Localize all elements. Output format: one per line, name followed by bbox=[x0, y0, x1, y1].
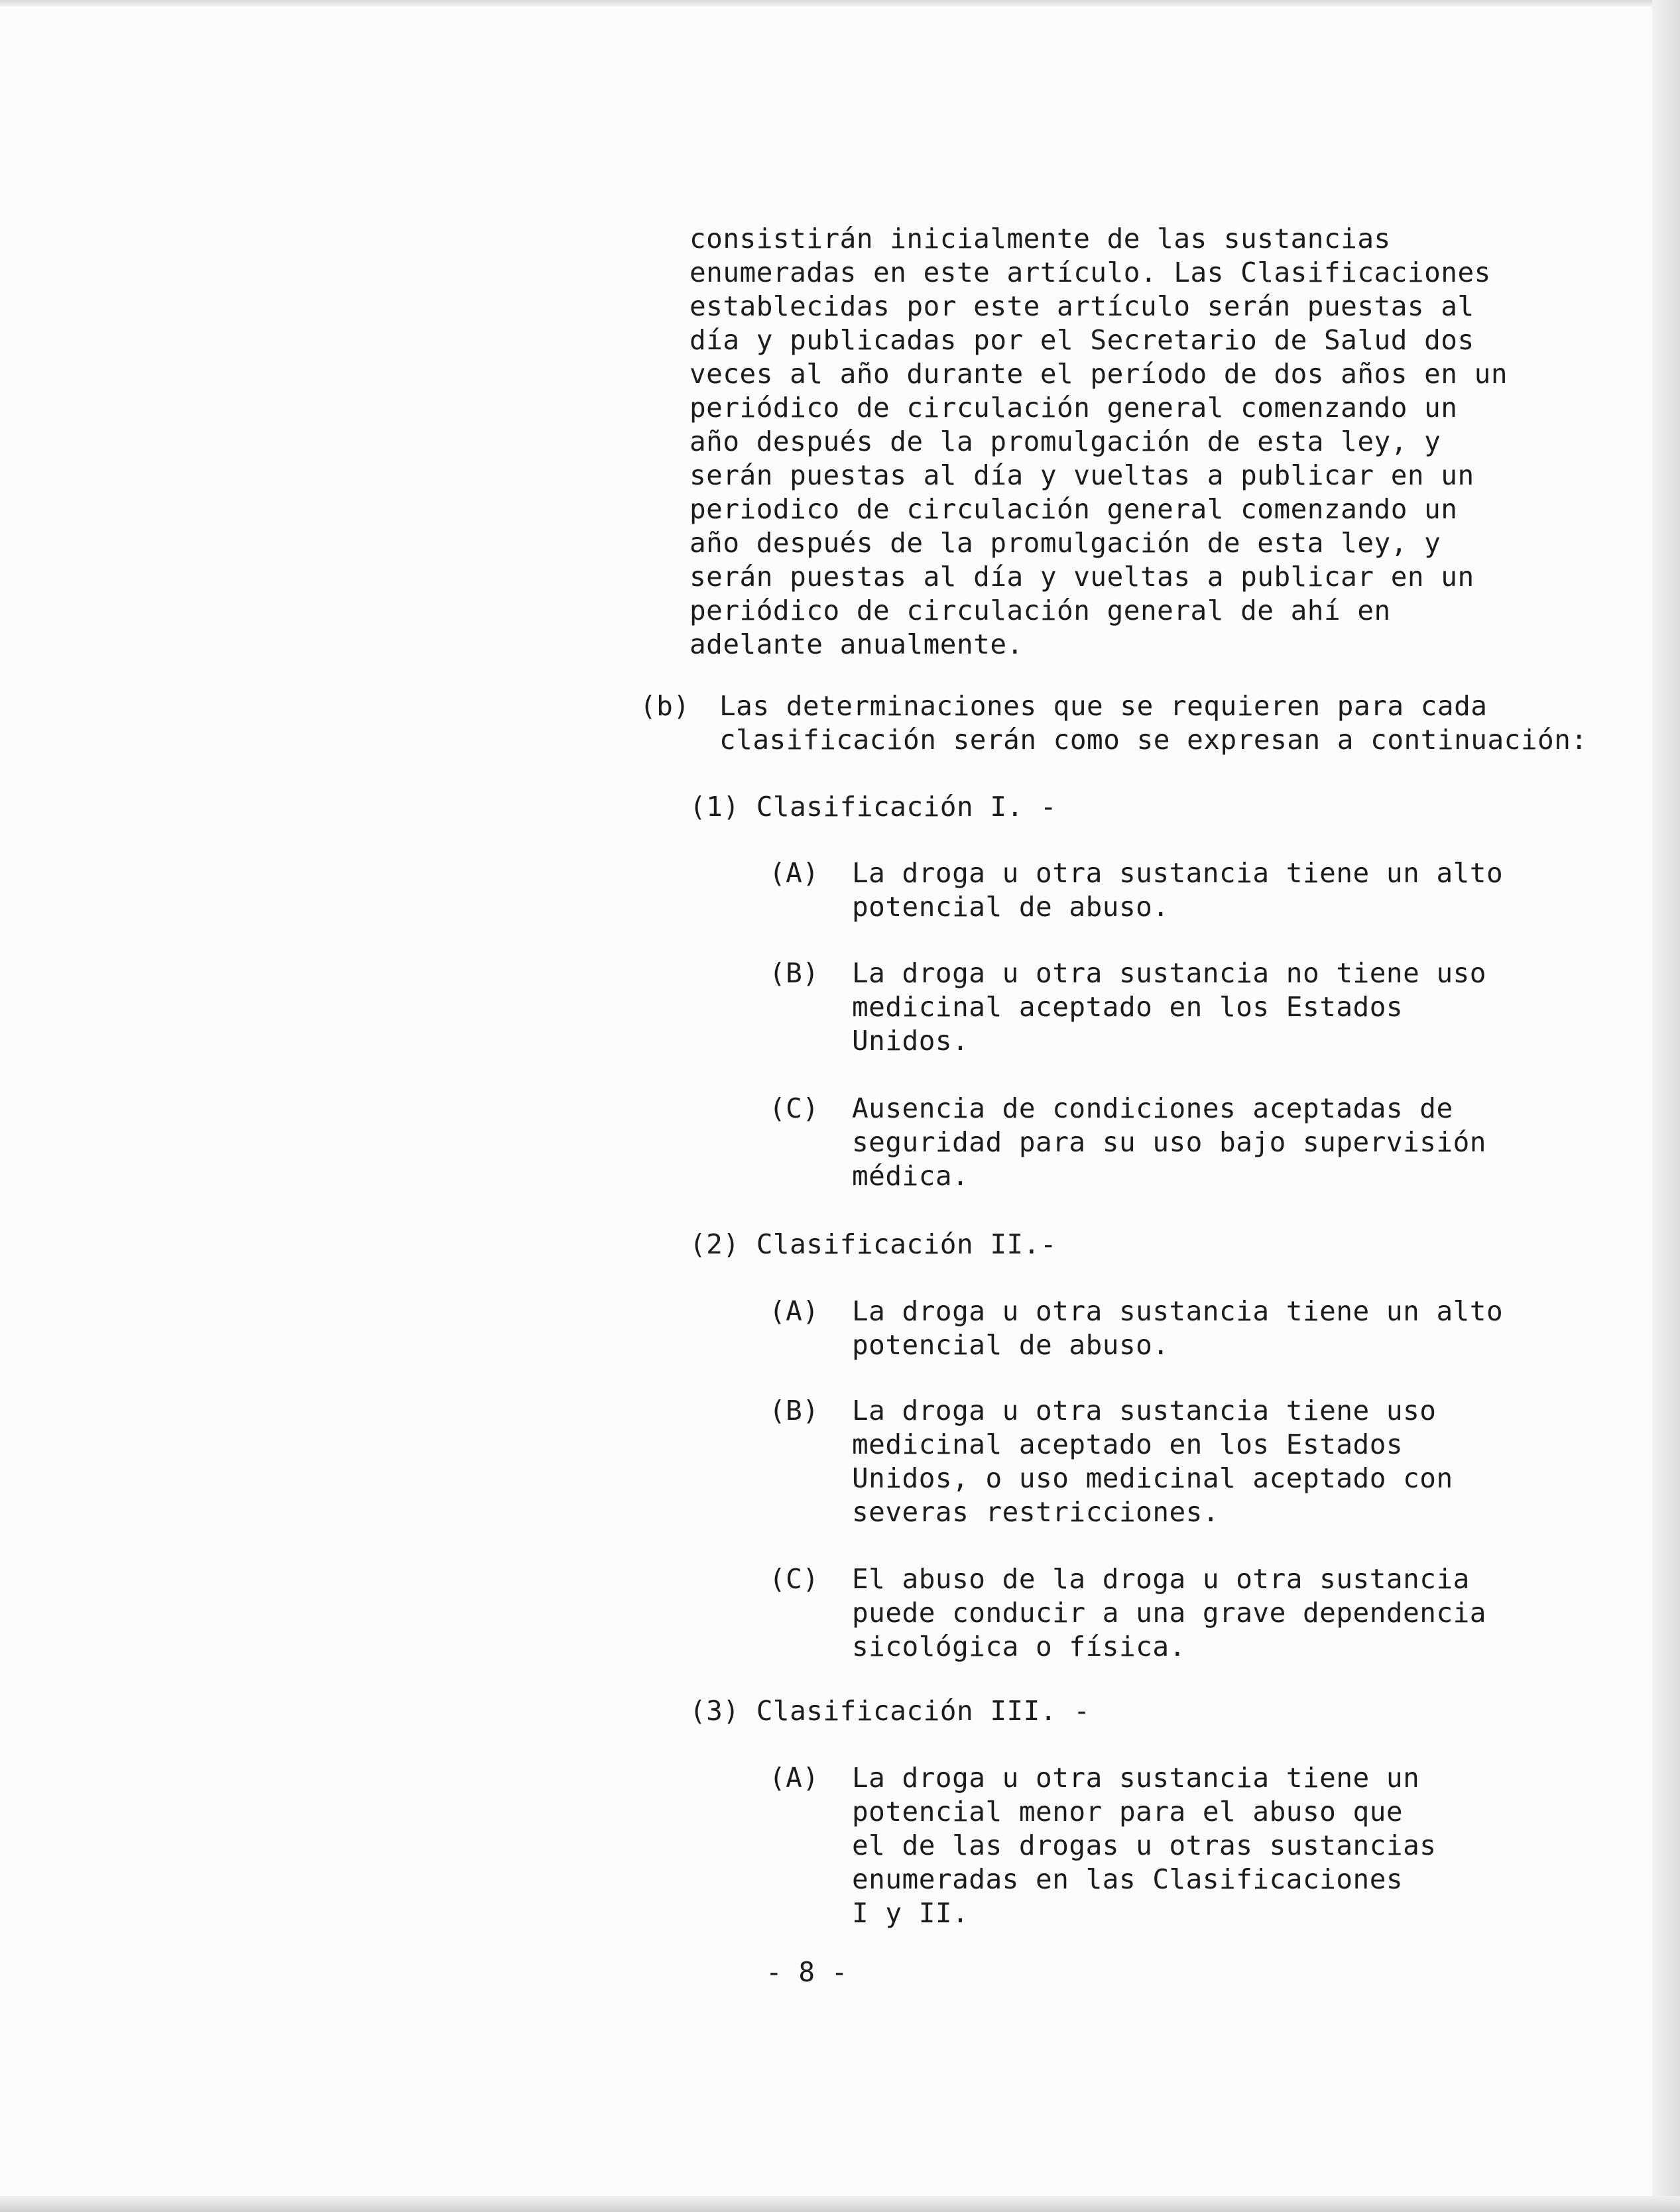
item-line: seguridad para su uso bajo supervisión bbox=[852, 1126, 1486, 1158]
item-line: Unidos. bbox=[852, 1025, 969, 1057]
intro-line: periódico de circulación general de ahí en bbox=[690, 595, 1391, 626]
item-line: médica. bbox=[852, 1160, 969, 1192]
classification-1-heading: (1) Clasificación I. - bbox=[690, 791, 1057, 823]
item-text bbox=[852, 1562, 1486, 1664]
item-line: severas restricciones. bbox=[852, 1496, 1220, 1528]
item-line: el de las drogas u otras sustancias bbox=[852, 1830, 1437, 1861]
intro-line: año después de la promulgación de esta ley, y bbox=[690, 426, 1441, 457]
item-marker: (B) bbox=[769, 1395, 819, 1426]
scan-top-edge bbox=[0, 0, 1680, 7]
item-marker: (C) bbox=[769, 1092, 819, 1124]
intro-line: enumeradas en este artículo. Las Clasificaciones bbox=[690, 257, 1491, 288]
intro-line: periódico de circulación general comenzando un bbox=[690, 392, 1458, 424]
item-marker: (A) bbox=[769, 1762, 819, 1794]
item-line: La droga u otra sustancia tiene un alto bbox=[852, 1295, 1504, 1327]
item-line: enumeradas en las Clasificaciones bbox=[852, 1863, 1404, 1895]
section-b-line: clasificación serán como se expresan a continuación: bbox=[719, 724, 1588, 756]
classification-3-heading: (3) Clasificación III. - bbox=[690, 1695, 1091, 1727]
item-line: sicológica o física. bbox=[852, 1631, 1186, 1662]
intro-line: veces al año durante el período de dos años en un bbox=[690, 358, 1508, 390]
item-text bbox=[852, 1295, 1503, 1362]
intro-line: consistirán inicialmente de las sustancias bbox=[690, 223, 1391, 255]
item-line: La droga u otra sustancia tiene un bbox=[852, 1762, 1420, 1794]
intro-line: establecidas por este artículo serán puestas al bbox=[690, 290, 1474, 322]
section-b-line: Las determinaciones que se requieren para cada bbox=[719, 690, 1488, 722]
item-line: potencial de abuso. bbox=[852, 891, 1170, 923]
item-line: medicinal aceptado en los Estados bbox=[852, 991, 1404, 1023]
item-line: I y II. bbox=[852, 1897, 969, 1929]
item-marker: (A) bbox=[769, 1295, 819, 1327]
item-line: puede conducir a una grave dependencia bbox=[852, 1597, 1486, 1629]
item-marker: (A) bbox=[769, 857, 819, 889]
item-text bbox=[852, 957, 1486, 1058]
item-line: Unidos, o uso medicinal aceptado con bbox=[852, 1462, 1453, 1494]
item-line: potencial de abuso. bbox=[852, 1329, 1170, 1361]
item-line: La droga u otra sustancia tiene un alto bbox=[852, 857, 1504, 889]
intro-line: serán puestas al día y vueltas a publicar en un bbox=[690, 459, 1474, 491]
item-text bbox=[852, 1092, 1486, 1193]
classification-2-heading: (2) Clasificación II.- bbox=[690, 1228, 1057, 1260]
intro-paragraph bbox=[690, 222, 1508, 662]
item-text bbox=[852, 1761, 1436, 1930]
scan-right-edge bbox=[1652, 0, 1680, 2212]
item-line: La droga u otra sustancia tiene uso bbox=[852, 1395, 1437, 1426]
item-text bbox=[852, 1394, 1453, 1529]
item-line: medicinal aceptado en los Estados bbox=[852, 1428, 1404, 1460]
intro-line: adelante anualmente. bbox=[690, 628, 1024, 660]
item-text bbox=[852, 856, 1503, 924]
item-line: El abuso de la droga u otra sustancia bbox=[852, 1563, 1470, 1595]
intro-line: día y publicadas por el Secretario de Salud dos bbox=[690, 324, 1474, 356]
intro-line: serán puestas al día y vueltas a publicar en un bbox=[690, 561, 1474, 593]
page-number: - 8 - bbox=[766, 1956, 848, 1988]
item-line: Ausencia de condiciones aceptadas de bbox=[852, 1092, 1453, 1124]
section-b-marker: (b) bbox=[640, 690, 690, 722]
section-b-text bbox=[719, 689, 1588, 757]
item-marker: (C) bbox=[769, 1563, 819, 1595]
intro-line: año después de la promulgación de esta ley, y bbox=[690, 527, 1441, 559]
item-marker: (B) bbox=[769, 957, 819, 989]
intro-line: periodico de circulación general comenzando un bbox=[690, 493, 1458, 525]
scan-bottom-edge bbox=[0, 2196, 1680, 2212]
item-line: potencial menor para el abuso que bbox=[852, 1796, 1404, 1828]
item-line: La droga u otra sustancia no tiene uso bbox=[852, 957, 1486, 989]
